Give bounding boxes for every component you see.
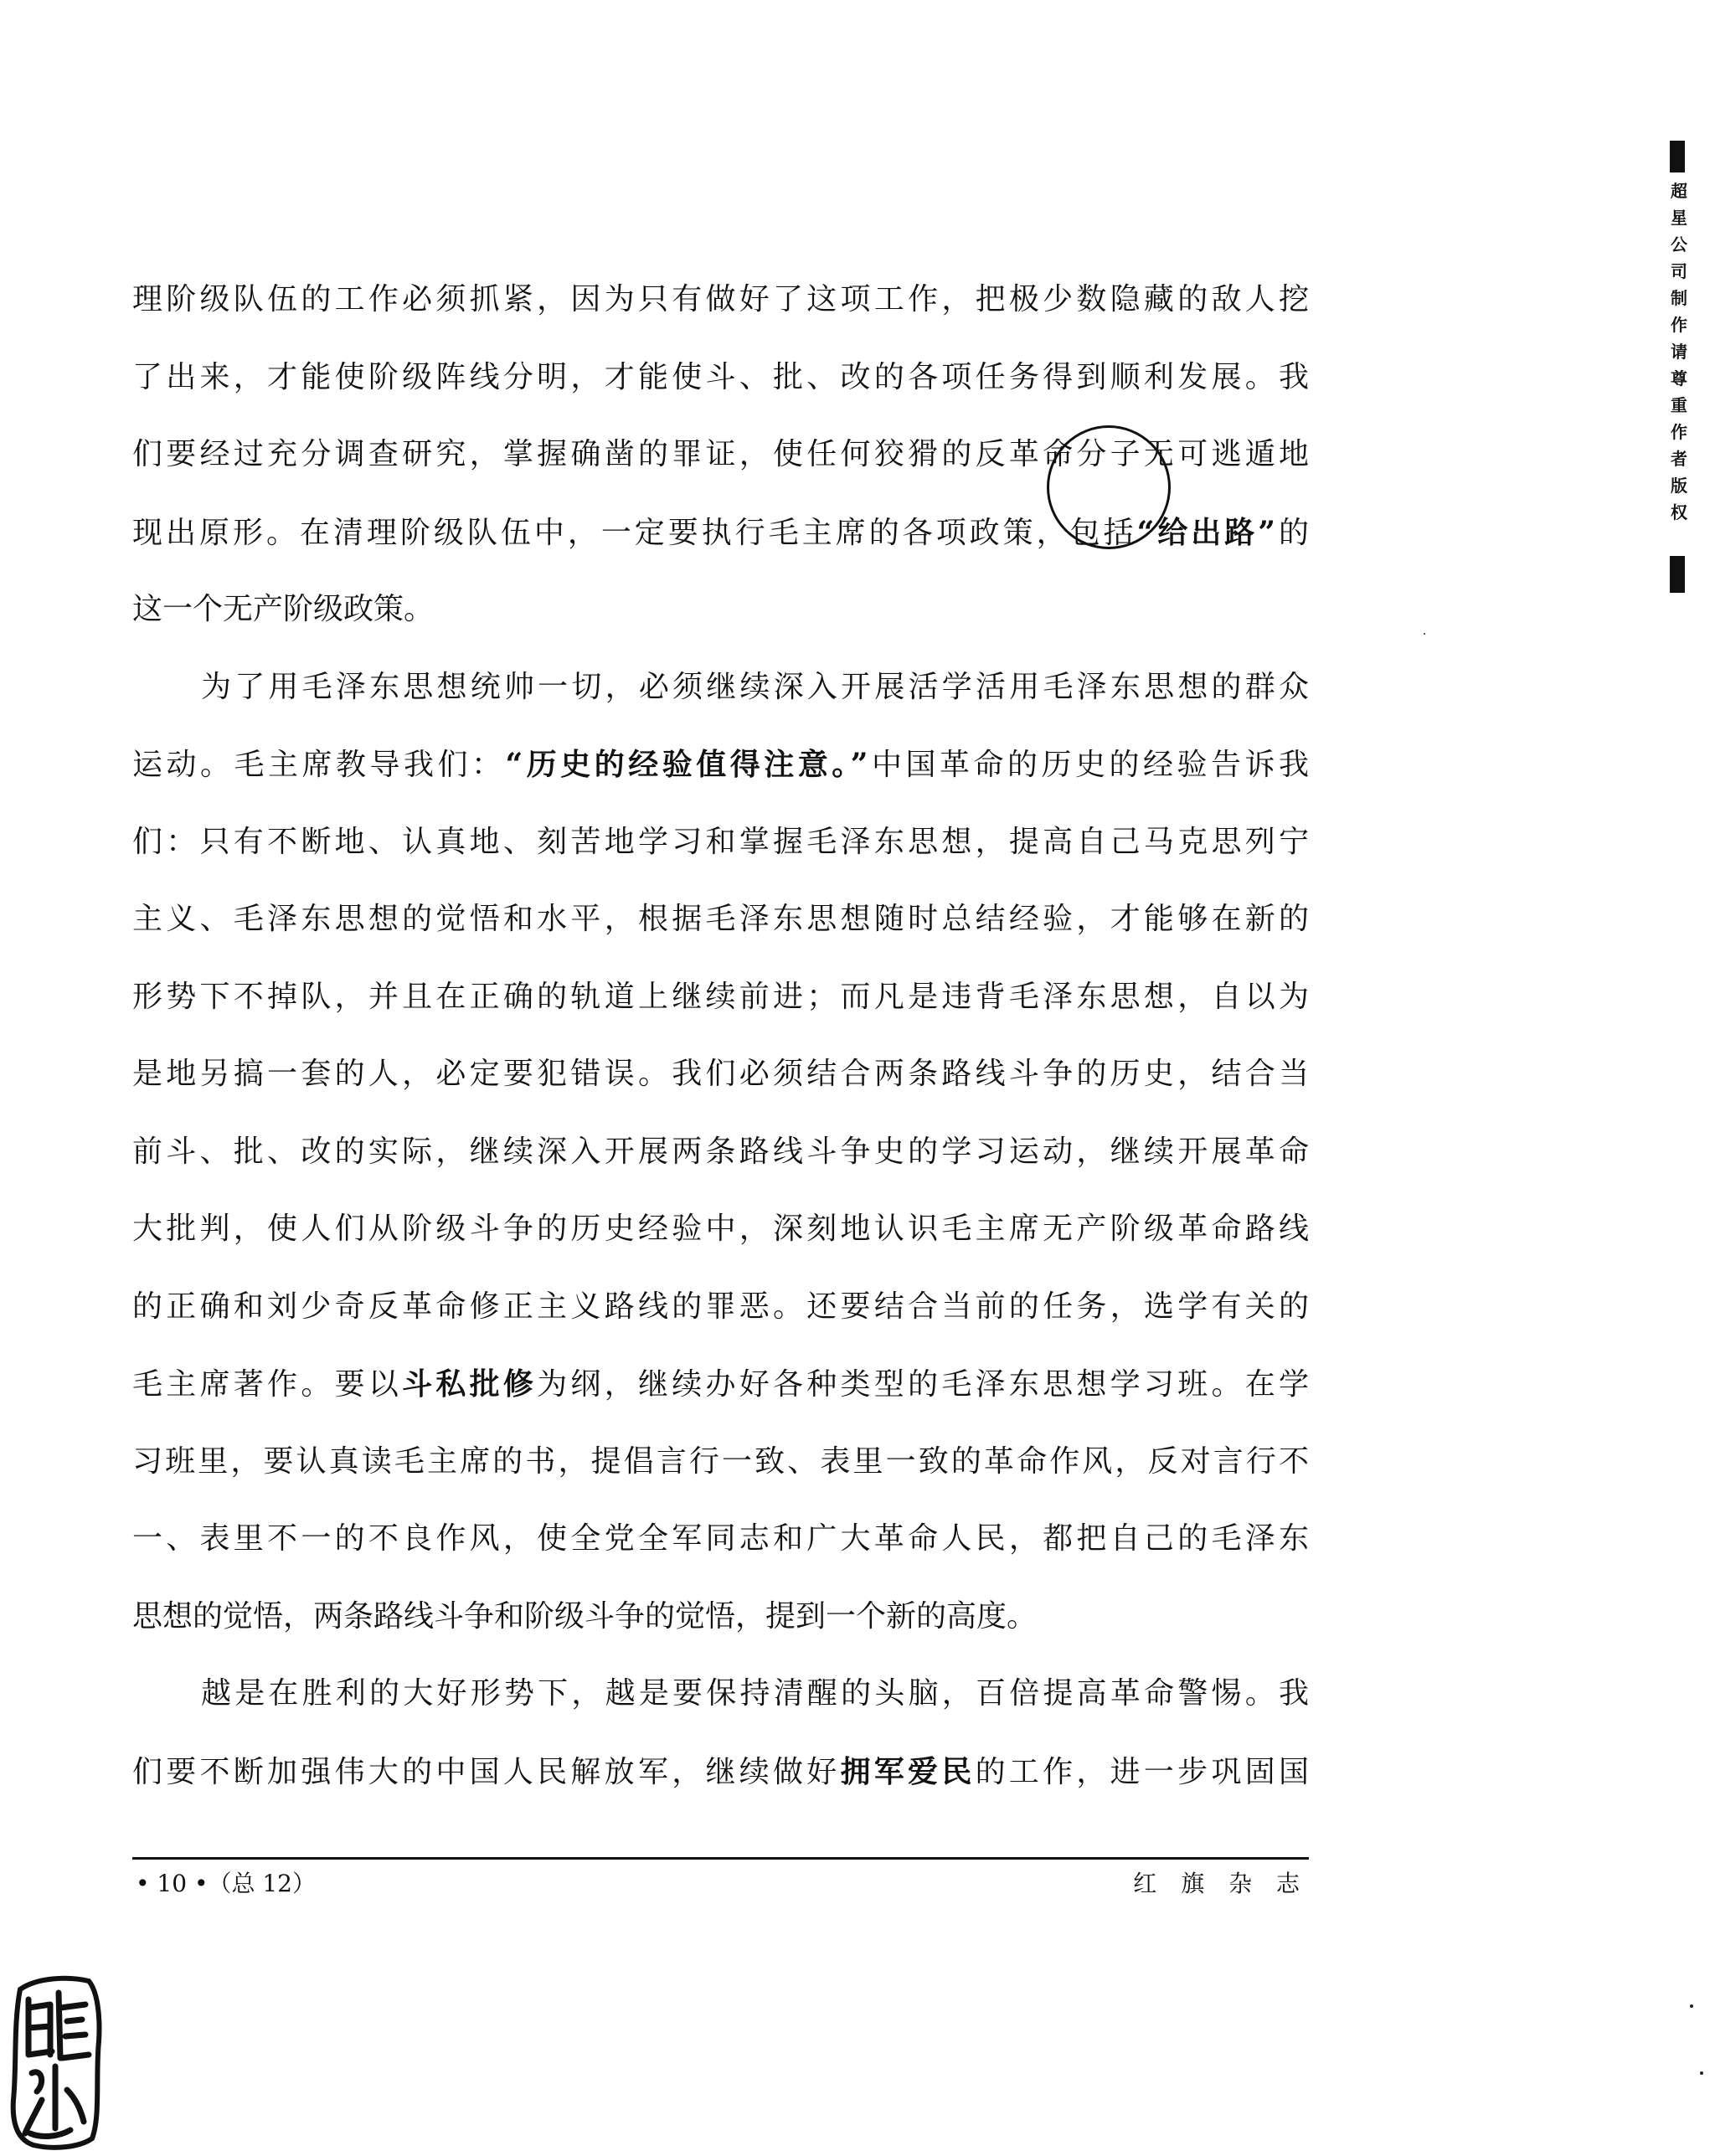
side-bar-bottom	[1670, 556, 1685, 593]
text-segment: 大批判，使人们从阶级斗争的历史经验中，深刻地认识毛主席无产阶级革命路线	[132, 1212, 1309, 1246]
text-segment: 们要不断加强伟大的中国人民解放军，继续做好	[132, 1755, 841, 1789]
text-line	[132, 280, 1309, 320]
text-segment: 是地另搞一套的人，必定要犯错误。我们必须结合两条路线斗争的历史，结合当	[132, 1057, 1309, 1091]
publication-name: 红 旗 杂 志	[1133, 1870, 1308, 1897]
bold-text-segment: 拥军爱民	[840, 1754, 976, 1789]
bold-text-segment: “给出路”	[1136, 515, 1275, 550]
text-line	[132, 822, 1309, 862]
text-segment: 毛主席著作。要以	[132, 1367, 403, 1402]
text-line	[201, 1674, 1309, 1714]
text-line	[132, 358, 1309, 398]
text-line	[132, 1132, 1309, 1172]
text-segment: 主义、毛泽东思想的觉悟和水平，根据毛泽东思想随时总结经验，才能够在新的	[132, 902, 1309, 936]
footer-rule	[132, 1857, 1309, 1860]
text-segment: 理阶级队伍的工作必须抓紧，因为只有做好了这项工作，把极少数隐藏的敌人挖	[132, 282, 1309, 316]
text-line	[132, 1752, 1309, 1792]
text-segment: 们：只有不断地、认真地、刻苦地学习和掌握毛泽东思想，提高自己马克思列宁	[132, 825, 1309, 859]
collector-seal	[8, 1974, 102, 2150]
text-segment: 的正确和刘少奇反革命修正主义路线的罪恶。还要结合当前的任务，选学有关的	[132, 1289, 1309, 1324]
text-segment: 了出来，才能使阶级阵线分明，才能使斗、批、改的各项任务得到顺利发展。我	[132, 360, 1309, 394]
bold-text-segment: “历史的经验值得注意。”	[505, 747, 868, 782]
text-line	[132, 744, 1309, 785]
text-segment: 的	[1275, 516, 1309, 550]
text-line	[132, 1209, 1309, 1249]
text-line	[132, 1597, 1309, 1637]
text-segment: 的工作，进一步巩固国	[975, 1755, 1309, 1789]
text-line	[132, 1442, 1309, 1482]
text-segment: 这一个无产阶级政策。	[132, 592, 435, 626]
text-segment: 习班里，要认真读毛主席的书，提倡言行一致、表里一致的革命作风，反对言行不	[132, 1444, 1309, 1479]
text-line	[132, 1287, 1309, 1327]
text-segment: 们要经过充分调查研究，掌握确凿的罪证，使任何狡猾的反革命分子无可逃遁地	[132, 437, 1309, 471]
side-bar-top	[1670, 141, 1685, 172]
text-segment: 为纲，继续办好各种类型的毛泽东思想学习班。在学	[537, 1367, 1309, 1402]
text-line	[132, 1364, 1309, 1404]
side-watermark: 超星公司制作请尊重作者版权	[1671, 181, 1687, 522]
text-line	[132, 589, 1309, 630]
text-line	[201, 667, 1309, 708]
page-number: • 10 •（总 12）	[136, 1870, 316, 1897]
pen-circle-mark	[1047, 425, 1171, 549]
text-segment: 中国革命的历史的经验告诉我	[868, 748, 1309, 782]
text-segment: 现出原形。在清理阶级队伍中，一定要执行毛主席的各项政策，包括	[132, 516, 1137, 550]
text-line	[132, 1519, 1309, 1559]
text-line	[132, 899, 1309, 939]
text-segment: 越是在胜利的大好形势下，越是要保持清醒的头脑，百倍提高革命警惕。我	[201, 1676, 1309, 1711]
text-segment: 为了用毛泽东思想统帅一切，必须继续深入开展活学活用毛泽东思想的群众	[201, 670, 1309, 704]
bold-text-segment: 斗私批修	[402, 1366, 538, 1402]
text-segment: 思想的觉悟，两条路线斗争和阶级斗争的觉悟，提到一个新的高度。	[132, 1599, 1038, 1634]
text-segment: 前斗、批、改的实际，继续深入开展两条路线斗争史的学习运动，继续开展革命	[132, 1135, 1309, 1169]
text-segment: 运动。毛主席教导我们：	[132, 748, 506, 782]
text-segment: 一、表里不一的不良作风，使全党全军同志和广大革命人民，都把自己的毛泽东	[132, 1521, 1309, 1556]
scan-speck	[1700, 2071, 1703, 2075]
text-line	[132, 1054, 1309, 1094]
text-segment: 形势下不掉队，并且在正确的轨道上继续前进；而凡是违背毛泽东思想，自以为	[132, 980, 1309, 1014]
text-line	[132, 977, 1309, 1017]
scan-speck	[1424, 633, 1425, 635]
scan-speck	[1690, 2004, 1693, 2008]
